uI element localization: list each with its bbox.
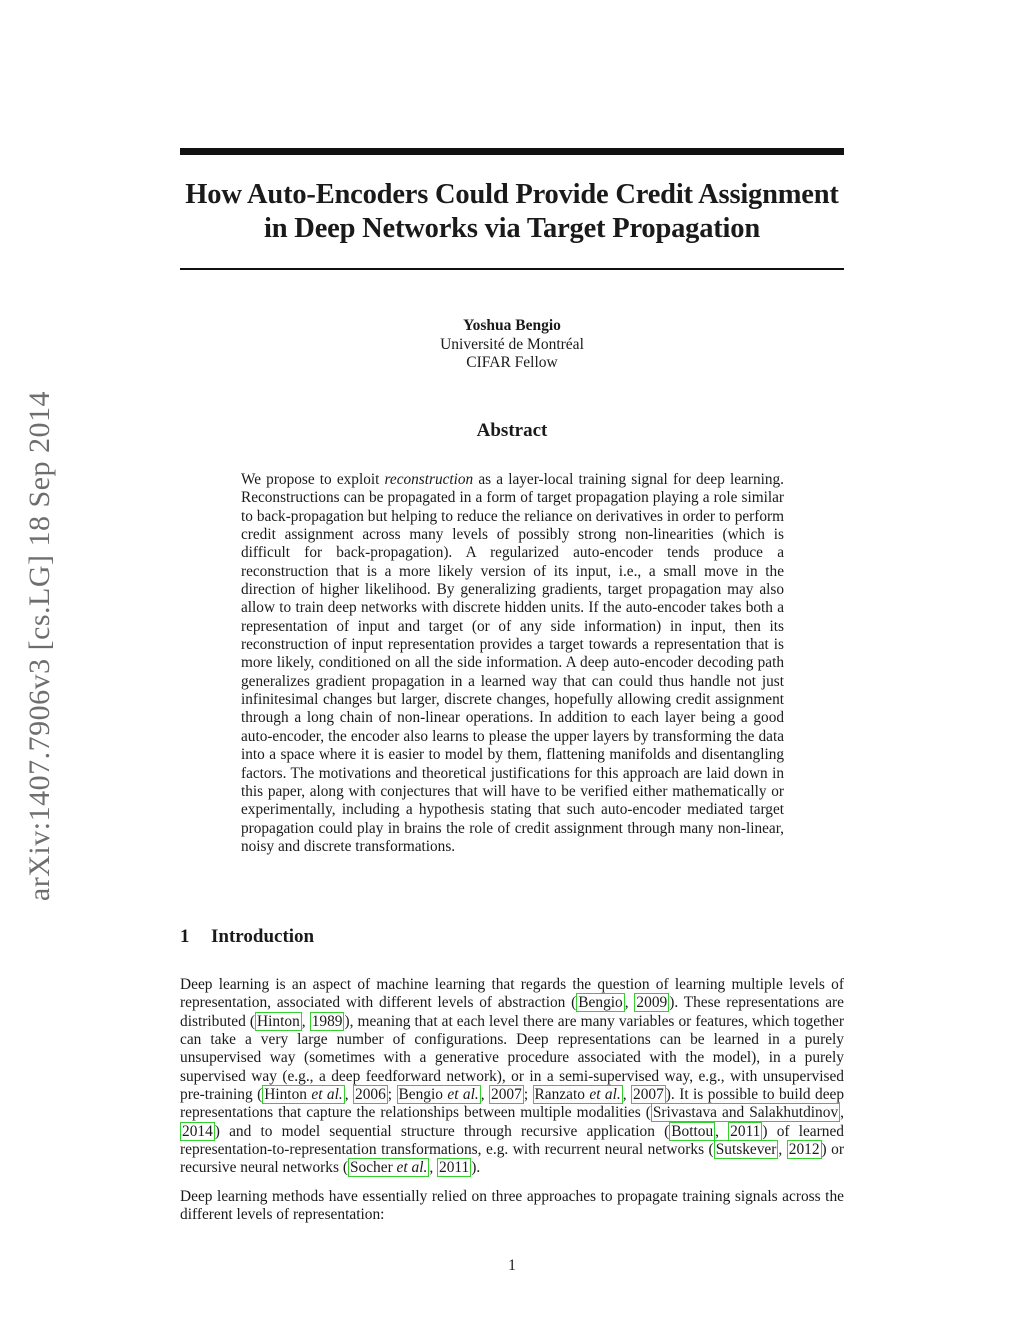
citation-link[interactable]: 2011: [730, 1122, 761, 1140]
section-number: 1: [180, 926, 190, 947]
paragraph: [180, 976, 844, 1178]
text: ;: [523, 1086, 533, 1104]
citation-link[interactable]: 2007: [491, 1086, 522, 1104]
text: ,: [622, 1086, 632, 1104]
citation-link[interactable]: 2011: [439, 1159, 470, 1177]
text: ), meaning that at each level there are many variables or features, which together can take a very large number of configurations. Deep representations can be learned in a purely unsupervised way (sometimes with a generative procedure associated with the model), in a purely supervised way (e.g., a deep feedforward network), or in a semi-supervised way, e.g., with unsupervised pre-training (: [180, 1012, 844, 1104]
abstract-text: as a layer-local training signal for deep learning. Reconstructions can be propagated in a form of target propagation playing a role similar to back-propagation but helping to reduce the reliance on derivatives in order to perform credit assignment across many levels of possibly strong non-linearities (which is difficult for back-propagation). A regularized auto-encoder tends produce a reconstruction that is a more likely version of its input, i.e., a small move in the direction of higher likelihood. By generalizing gradients, target propagation may also allow to train deep networks with discrete hidden units. If the auto-encoder takes both a representation of input and target (or of any side information) in input, then its reconstruction of input representation provides a target towards a representation that is more likely, conditioned on all the side information. A deep auto-encoder decoding path generalizes gradient propagation in a learned way that can could thus handle not just infinitesimal changes but larger, discrete changes, hopefully allowing credit assignment through a long chain of non-linear operations. In addition to each layer being a good auto-encoder, the encoder also learns to please the upper layers by transforming the data into a space where it is easier to model by them, flattening manifolds and disentangling factors. The motivations and theoretical justifications for this approach are laid down in this paper, along with conjectures that will have to be verified either mathematically or experimentally, including a hypothesis stating that such auto-encoder mediated target propagation could play in brains the role of credit assignment through many non-linear, noisy and discrete transformations.: [241, 471, 784, 855]
citation-link[interactable]: Hinton: [257, 1012, 300, 1030]
citation-link[interactable]: 2006: [355, 1086, 386, 1104]
text: ,: [480, 1086, 490, 1104]
citation-link[interactable]: 2014: [182, 1122, 213, 1140]
citation-author: Hinton: [264, 1086, 312, 1104]
text: ) and to model sequential structure through recursive application (: [214, 1122, 670, 1140]
text: ,: [429, 1159, 438, 1177]
introduction-body: [180, 976, 844, 1234]
citation-link[interactable]: 2007: [633, 1086, 664, 1104]
citation-author: Socher: [349, 1159, 397, 1177]
author-block: [180, 317, 844, 373]
text: ) or recursive neural networks (: [180, 1141, 844, 1177]
citation-etal: et al.: [447, 1086, 479, 1104]
text: ) of learned representation-to-representation transformations, e.g. with recurrent neural networks (: [180, 1122, 844, 1159]
abstract-heading: Abstract: [476, 420, 548, 441]
text: ,: [715, 1122, 729, 1140]
abstract-emphasis: reconstruction: [384, 471, 474, 488]
text: ,: [778, 1141, 787, 1159]
citation-link[interactable]: Bengio: [578, 994, 623, 1012]
title-top-rule: [180, 148, 844, 155]
text: ,: [301, 1012, 310, 1030]
section-title: Introduction: [211, 926, 315, 947]
text: ,: [624, 994, 635, 1012]
title-bottom-rule: [180, 268, 844, 270]
text: ,: [840, 1104, 845, 1122]
citation-link[interactable]: [348, 1158, 429, 1177]
citation-etal: et al.: [311, 1086, 343, 1104]
citation-etal: et al.: [589, 1086, 621, 1104]
citation-link[interactable]: Sutskever: [715, 1141, 777, 1159]
citation-link[interactable]: Srivastava and Salakhutdinov: [652, 1104, 839, 1122]
citation-author: Ranzato: [534, 1086, 590, 1104]
text: Deep learning is an aspect of machine learning that regards the question of learning multiple levels of representation, associated with different levels of abstraction (: [180, 976, 844, 1012]
abstract-text: We propose to exploit: [241, 471, 385, 488]
text: ;: [387, 1086, 397, 1104]
citation-link[interactable]: 1989: [311, 1012, 343, 1030]
citation-link[interactable]: 2009: [636, 994, 668, 1012]
author-affiliation: Université de Montréal: [440, 335, 584, 353]
citation-link[interactable]: [262, 1085, 345, 1104]
citation-link[interactable]: [397, 1085, 481, 1104]
citation-link[interactable]: 2012: [788, 1141, 820, 1159]
citation-etal: et al.: [396, 1159, 428, 1177]
text: ). It is possible to build deep representations that capture the relationships between multiple modalities (: [180, 1086, 845, 1122]
text: ).: [471, 1159, 481, 1177]
text: ). These representations are distributed (: [180, 994, 844, 1030]
abstract-body: [241, 471, 784, 856]
author-fellowship: CIFAR Fellow: [466, 354, 558, 371]
page-number: 1: [508, 1257, 516, 1274]
author-name: Yoshua Bengio: [463, 317, 561, 334]
arxiv-identifier: arXiv:1407.7906v3 [cs.LG] 18 Sep 2014: [23, 390, 56, 902]
citation-link[interactable]: Bottou: [671, 1122, 714, 1140]
paper-title: How Auto-Encoders Could Provide Credit Assignment in Deep Networks via Target Propagation: [185, 179, 839, 244]
section-heading-introduction: [180, 926, 314, 948]
text: ,: [344, 1086, 354, 1104]
paragraph: Deep learning methods have essentially relied on three approaches to propagate training signals across the different levels of representation:: [180, 1187, 844, 1224]
citation-author: Bengio: [398, 1086, 448, 1104]
citation-link[interactable]: [533, 1085, 623, 1104]
